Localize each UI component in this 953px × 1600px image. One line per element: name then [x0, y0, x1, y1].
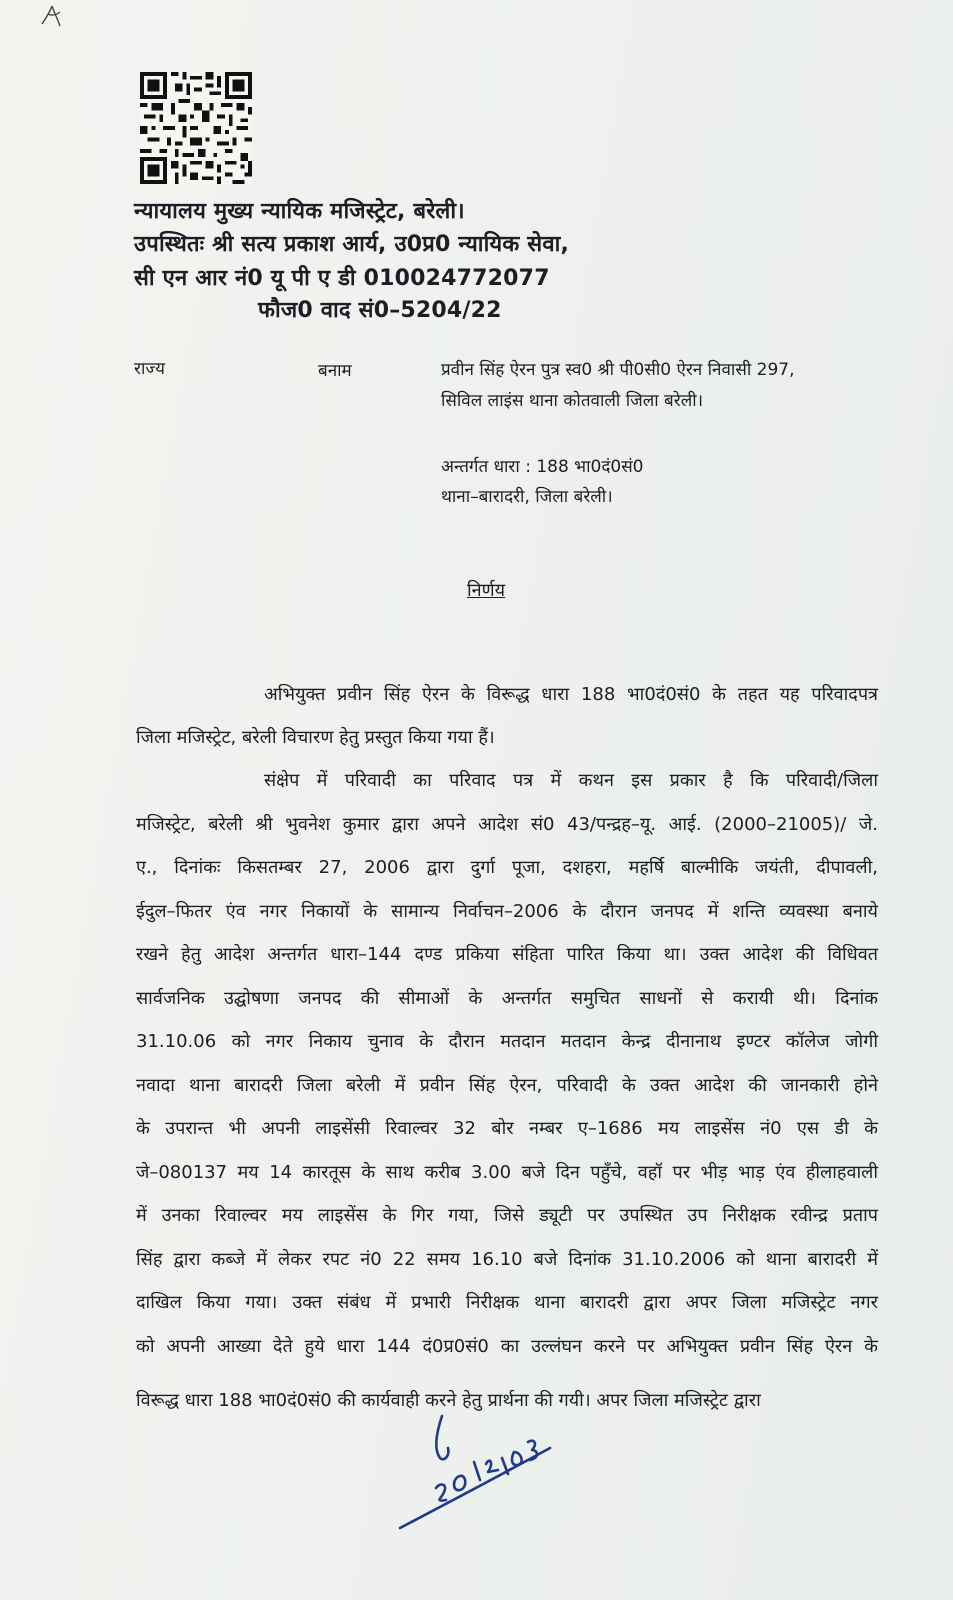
handwritten-signature — [398, 1412, 568, 1530]
para2-line: को अपनी आख्या देते हुये धारा 144 दं0प्र0सं0 का उल्लंघन करने पर अभियुक्त प्रवीन सिंह ऐरन के — [136, 1336, 878, 1357]
section-label: अन्तर्गत धारा : 188 भा0दं0सं0 — [441, 457, 644, 477]
qr-code — [140, 72, 252, 184]
para2-line: 31.10.06 को नगर निकाय चुनाव के दौरान मतदान मतदान केन्द्र दीनानाथ इण्टर कॉलेज जोगी — [136, 1031, 878, 1052]
presiding-officer: उपस्थितः श्री सत्य प्रकाश आर्य, उ0प्र0 न्यायिक सेवा, — [134, 232, 570, 257]
para2-line: ईदुल–फितर एंव नगर निकायों के सामान्य निर्वाचन–2006 के दौरान जनपद में शन्ति व्यवस्था बनाये — [136, 901, 878, 922]
para2-line: सार्वजनिक उद्घोषणा जनपद की सीमाओं के अन्तर्गत समुचित साधनों से करायी थी। दिनांक — [136, 988, 878, 1009]
para2-line: जे–080137 मय 14 कारतूस के साथ करीब 3.00 बजे दिन पहुँचे, वहॉ पर भीड़ भाड़ एंव हीलाहवाली — [136, 1162, 878, 1183]
para2-line: नवादा थाना बारादरी जिला बरेली में प्रवीन सिंह ऐरन, परिवादी के उक्त आदेश की जानकारी होने — [136, 1075, 878, 1096]
para2-line: के उपरान्त भी अपनी लाइसेंसी रिवाल्वर 32 बोर नम्बर ए–1686 मय लाइसेंस नं0 एस डी के — [136, 1118, 878, 1139]
para2-line: में उनका रिवाल्वर मय लाइसेंस के गिर गया, जिसे ड्यूटी पर उपस्थित उप निरीक्षक रवीन्द्र प्रताप — [136, 1205, 878, 1226]
versus-label: बनाम — [318, 361, 352, 381]
judgment-title: निर्णय — [467, 580, 506, 601]
accused-address-line2: सिविल लाइंस थाना कोतवाली जिला बरेली। — [441, 391, 704, 411]
para2-line: दाखिल किया गया। उक्त संबंध में प्रभारी निरीक्षक थाना बारादरी द्वारा अपर जिला मजिस्ट्रेट नगर — [136, 1292, 878, 1313]
cnr-number: सी एन आर नं0 यू पी ए डी 010024772077 — [134, 266, 550, 291]
para2-line: ए., दिनांकः किसतम्बर 27, 2006 द्वारा दुर्गा पूजा, दशहरा, महर्षि बाल्मीकि जयंती, दीपावली, — [136, 857, 878, 878]
para2-line: रखने हेतु आदेश अन्तर्गत धारा–144 दण्ड प्रकिया संहिता पारित किया था। उक्त आदेश की विधिवत — [136, 944, 878, 965]
police-station-label: थाना–बारादरी, जिला बरेली। — [441, 487, 613, 507]
plaintiff-label: राज्य — [134, 359, 165, 379]
accused-address-line1: प्रवीन सिंह ऐरन पुत्र स्व0 श्री पी0सी0 ऐरन निवासी 297, — [441, 360, 795, 380]
para1-line: अभियुक्त प्रवीन सिंह ऐरन के विरूद्ध धारा 188 भा0दं0सं0 के तहत यह परिवादपत्र — [264, 684, 878, 705]
para2-line: संक्षेप में परिवादी का परिवाद पत्र में कथन इस प्रकार है कि परिवादी/जिला — [264, 770, 878, 791]
court-name: न्यायालय मुख्य न्यायिक मजिस्ट्रेट, बरेली। — [134, 199, 465, 224]
para2-line: सिंह द्वारा कब्जे में लेकर रपट नं0 22 समय 16.10 बजे दिनांक 31.10.2006 को थाना बारादरी में — [136, 1249, 878, 1270]
para2-line: विरूद्ध धारा 188 भा0दं0सं0 की कार्यवाही करने हेतु प्रार्थना की गयी। अपर जिला मजिस्ट्रेट द्वारा — [136, 1390, 761, 1411]
case-number: फौज0 वाद सं0–5204/22 — [258, 298, 502, 323]
corner-pen-mark — [38, 2, 68, 30]
para2-line: मजिस्ट्रेट, बरेली श्री भुवनेश कुमार द्वारा अपने आदेश सं0 43/पन्द्रह–यू. आई. (2000–21005)/ जे. — [136, 814, 878, 835]
para1-line: जिला मजिस्ट्रेट, बरेली विचारण हेतु प्रस्तुत किया गया हैं। — [136, 727, 495, 748]
